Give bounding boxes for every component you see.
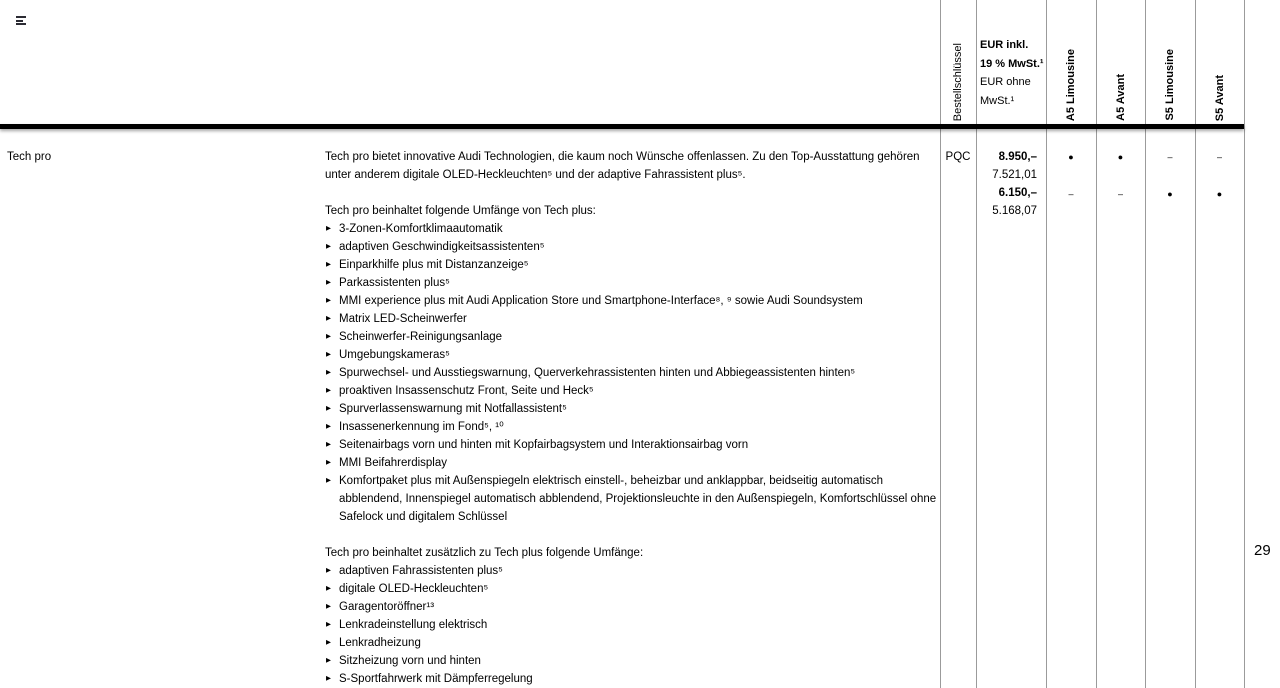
header-rule <box>0 124 1244 129</box>
list-item <box>325 436 937 454</box>
availability-a5-limousine <box>1046 148 1096 166</box>
menu-icon[interactable] <box>16 16 26 26</box>
bullet-icon: ▶ <box>326 243 331 250</box>
price-net: 5.168,07 <box>992 205 1037 217</box>
bullet-icon: ▶ <box>326 423 331 430</box>
availability-mark: ● <box>1167 189 1173 199</box>
bullet-icon: ▶ <box>326 675 331 682</box>
list-item-text: Seitenairbags vorn und hinten mit Kopfairbagsystem und Interaktionsairbag vorn <box>339 439 749 451</box>
bullet-icon: ▶ <box>326 657 331 664</box>
menu-icon-bar <box>16 20 23 22</box>
list-item <box>325 454 937 472</box>
list-item <box>325 400 937 418</box>
bullet-icon: ▶ <box>326 351 331 358</box>
header-model-label: A5 Limousine <box>1065 48 1077 121</box>
header-model-s5-avant <box>1195 0 1244 121</box>
list-item-text: Lenkradeinstellung elektrisch <box>339 619 488 631</box>
list-item-text: 3-Zonen-Komfortklimaautomatik <box>339 223 503 235</box>
order-code: PQC <box>945 151 971 163</box>
bullet-icon: ▶ <box>326 567 331 574</box>
availability-mark: – <box>1117 189 1123 199</box>
list-item-text: Garagentoröffner¹³ <box>339 601 435 613</box>
list-item <box>325 382 937 400</box>
availability-a5-limousine <box>1046 185 1096 203</box>
header-order-code <box>940 0 976 121</box>
list-item-text: digitale OLED-Heckleuchten⁵ <box>339 583 489 595</box>
list-item <box>325 634 937 652</box>
bullet-icon: ▶ <box>326 333 331 340</box>
list-item <box>325 310 937 328</box>
list-item <box>325 418 937 436</box>
list-item <box>325 472 937 526</box>
bullet-icon: ▶ <box>326 477 331 484</box>
list-item <box>325 292 937 310</box>
bullet-icon: ▶ <box>326 441 331 448</box>
price-block <box>976 148 1037 220</box>
bullet-icon: ▶ <box>326 459 331 466</box>
section2-title: Tech pro beinhaltet zusätzlich zu Tech plus folgende Umfänge: <box>325 547 644 559</box>
list-item <box>325 256 937 274</box>
bullet-icon: ▶ <box>326 387 331 394</box>
header-model-a5-limousine <box>1046 0 1096 121</box>
column-divider <box>976 0 977 688</box>
section1-list <box>325 220 937 526</box>
list-item <box>325 364 937 382</box>
availability-mark: – <box>1216 152 1222 162</box>
list-item-text: MMI experience plus mit Audi Application Store und Smartphone-Interface⁸, ⁹ sowie Audi Soundsystem <box>339 295 863 307</box>
bullet-icon: ▶ <box>326 621 331 628</box>
description-intro: Tech pro bietet innovative Audi Technologien, die kaum noch Wünsche offenlassen. Zu den Top-Ausstattung gehören unter anderem digitale OLED-Heckleuchten⁵ und der adaptive Fahrassistent plus⁵. <box>325 151 920 181</box>
section1-title: Tech pro beinhaltet folgende Umfänge von Tech plus: <box>325 205 596 217</box>
list-item <box>325 562 937 580</box>
header-model-s5-limousine <box>1145 0 1195 121</box>
header-model-a5-avant <box>1096 0 1145 121</box>
list-item <box>325 616 937 634</box>
page-number: 29 <box>1254 542 1271 559</box>
list-item <box>325 346 937 364</box>
availability-a5-avant <box>1096 148 1145 166</box>
availability-s5-avant <box>1195 185 1244 203</box>
list-item <box>325 598 937 616</box>
list-item-text: Lenkradheizung <box>339 637 421 649</box>
option-description <box>325 148 937 688</box>
availability-mark: – <box>1068 189 1074 199</box>
menu-icon-bar <box>16 23 26 25</box>
list-item-text: Scheinwerfer-Reinigungsanlage <box>339 331 503 343</box>
bullet-icon: ▶ <box>326 279 331 286</box>
price-header-line: EUR ohne <box>980 76 1031 88</box>
price-net: 7.521,01 <box>992 169 1037 181</box>
price-header-line: EUR inkl. <box>980 39 1029 51</box>
list-item-text: Parkassistenten plus⁵ <box>339 277 450 289</box>
bullet-icon: ▶ <box>326 369 331 376</box>
list-item <box>325 328 937 346</box>
price-header-line: MwSt.¹ <box>980 94 1015 107</box>
availability-mark: ● <box>1216 189 1223 199</box>
list-item <box>325 670 937 688</box>
list-item <box>325 580 937 598</box>
list-item <box>325 274 937 292</box>
section2-list <box>325 562 937 688</box>
availability-s5-limousine <box>1145 185 1195 203</box>
bullet-icon: ▶ <box>326 297 331 304</box>
price-header-line: 19 % MwSt.¹ <box>980 57 1044 70</box>
list-item-text: Spurwechsel- und Ausstiegswarnung, Querverkehrassistenten hinten und Abbiegeassistenten hinten⁵ <box>339 367 856 379</box>
list-item-text: adaptiven Geschwindigkeitsassistenten⁵ <box>339 241 545 253</box>
price-gross: 6.150,– <box>998 187 1037 199</box>
list-item-text: Komfortpaket plus mit Außenspiegeln elektrisch einstell-, beheizbar und anklappbar, beidseitig automatisch abblendend, Innenspiegel automatisch abblendend, Projektionsleuchte in den Außenspiegeln, Komfortschlüssel ohne Safelock und digitalem Schlüssel <box>339 475 937 523</box>
list-item-text: Spurverlassenswarnung mit Notfallassistent⁵ <box>339 403 567 415</box>
menu-icon-bar <box>16 16 26 18</box>
column-divider <box>1244 0 1245 688</box>
availability-s5-avant <box>1195 148 1244 166</box>
availability-a5-avant <box>1096 185 1145 203</box>
list-item-text: proaktiven Insassenschutz Front, Seite und Heck⁵ <box>339 385 594 397</box>
list-item <box>325 652 937 670</box>
header-model-label: A5 Avant <box>1114 74 1127 121</box>
bullet-icon: ▶ <box>326 261 331 268</box>
list-item-text: Umgebungskameras⁵ <box>339 349 450 361</box>
option-name: Tech pro <box>7 151 52 163</box>
header-model-label: S5 Avant <box>1213 74 1226 121</box>
list-item-text: Einparkhilfe plus mit Distanzanzeige⁵ <box>339 259 529 271</box>
list-item-text: Sitzheizung vorn und hinten <box>339 655 481 667</box>
bullet-icon: ▶ <box>326 639 331 646</box>
header-order-code-label: Bestellschlüssel <box>952 42 964 121</box>
bullet-icon: ▶ <box>326 315 331 322</box>
availability-s5-limousine <box>1145 148 1195 166</box>
list-item-text: S-Sportfahrwerk mit Dämpferregelung <box>339 673 533 685</box>
price-gross: 8.950,– <box>998 151 1037 163</box>
list-item-text: adaptiven Fahrassistenten plus⁵ <box>339 565 503 577</box>
list-item-text: MMI Beifahrerdisplay <box>339 457 448 469</box>
bullet-icon: ▶ <box>326 405 331 412</box>
list-item-text: Insassenerkennung im Fond⁵, ¹⁰ <box>339 421 504 433</box>
bullet-icon: ▶ <box>326 585 331 592</box>
header-model-label: S5 Limousine <box>1164 49 1176 121</box>
availability-mark: – <box>1167 152 1173 162</box>
list-item <box>325 220 937 238</box>
list-item-text: Matrix LED-Scheinwerfer <box>339 313 467 325</box>
list-item <box>325 238 937 256</box>
availability-mark: ● <box>1117 152 1124 162</box>
availability-mark: ● <box>1068 152 1074 162</box>
header-price <box>980 36 1044 110</box>
bullet-icon: ▶ <box>326 225 331 232</box>
bullet-icon: ▶ <box>326 603 331 610</box>
